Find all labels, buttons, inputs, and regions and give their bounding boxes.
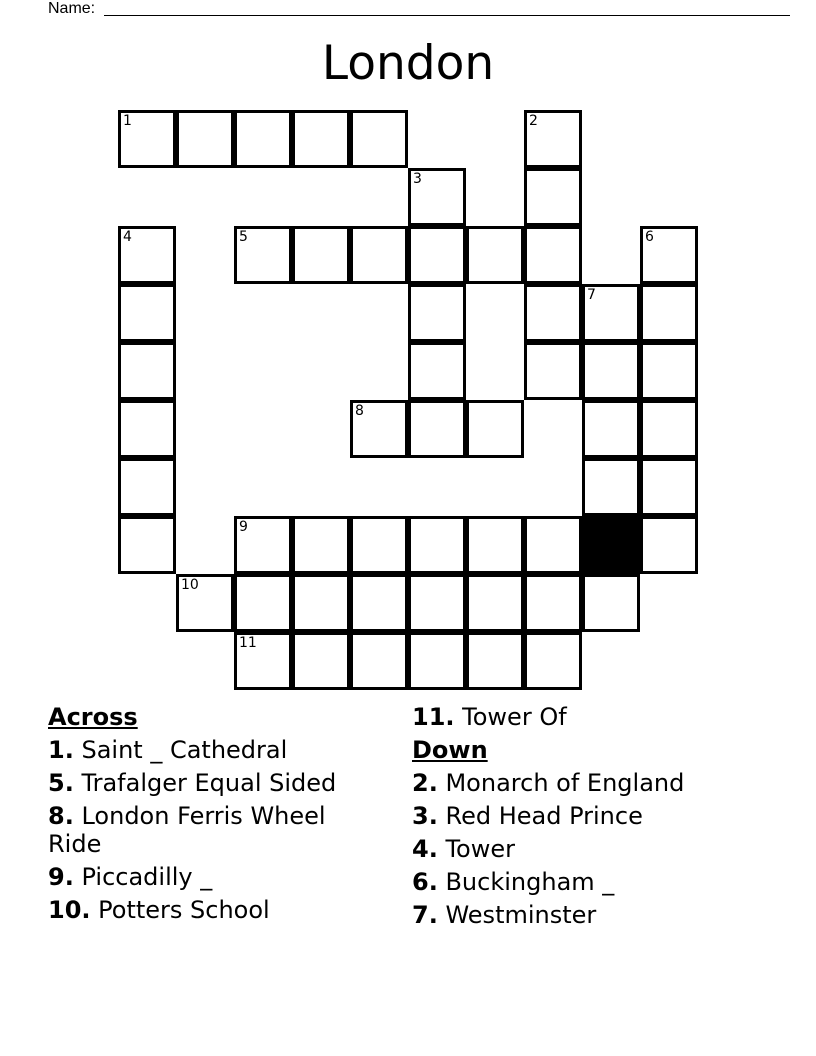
grid-cell[interactable] — [524, 284, 582, 342]
grid-cell[interactable] — [118, 284, 176, 342]
across-clue — [48, 769, 378, 797]
across-clue — [48, 896, 378, 924]
grid-cell[interactable] — [524, 342, 582, 400]
puzzle-title: London — [321, 36, 495, 91]
clue-number: 4. — [412, 835, 438, 863]
cell-number: 8 — [355, 403, 364, 419]
clue-number: 8. — [48, 802, 74, 830]
clue-text: Tower Of — [462, 703, 567, 731]
clue-number: 9. — [48, 863, 74, 891]
grid-cell[interactable] — [408, 168, 466, 226]
grid-cell[interactable] — [292, 110, 350, 168]
clue-text: Potters School — [98, 896, 270, 924]
grid-cell[interactable] — [640, 284, 698, 342]
clue-number: 7. — [412, 901, 438, 929]
grid-cell[interactable] — [292, 632, 350, 690]
grid-cell[interactable] — [640, 458, 698, 516]
clue-text: Westminster — [445, 901, 597, 929]
grid-cell[interactable] — [582, 400, 640, 458]
grid-cell[interactable] — [350, 110, 408, 168]
grid-cell[interactable] — [640, 226, 698, 284]
across-heading: Across — [48, 703, 138, 731]
down-clue — [412, 835, 752, 863]
cell-number: 1 — [123, 113, 132, 129]
grid-cell[interactable] — [292, 226, 350, 284]
grid-cell[interactable] — [582, 284, 640, 342]
grid-cell[interactable] — [466, 516, 524, 574]
clue-text: Buckingham _ — [445, 868, 615, 896]
clue-text: Tower — [445, 835, 515, 863]
black-cell — [582, 516, 640, 574]
grid-cell[interactable] — [582, 342, 640, 400]
grid-cell[interactable] — [350, 574, 408, 632]
grid-cell[interactable] — [524, 632, 582, 690]
clue-text: Trafalger Equal Sided — [81, 769, 337, 797]
grid-cell[interactable] — [350, 516, 408, 574]
grid-cell[interactable] — [408, 342, 466, 400]
grid-cell[interactable] — [582, 458, 640, 516]
grid-cell[interactable] — [118, 110, 176, 168]
grid-cell[interactable] — [234, 226, 292, 284]
clue-text: Saint _ Cathedral — [81, 736, 288, 764]
grid-cell[interactable] — [234, 632, 292, 690]
grid-cell[interactable] — [118, 226, 176, 284]
clue-number: 11. — [412, 703, 455, 731]
cell-number: 10 — [181, 577, 199, 593]
grid-cell[interactable] — [466, 574, 524, 632]
grid-cell[interactable] — [524, 168, 582, 226]
grid-cell[interactable] — [350, 226, 408, 284]
grid-cell[interactable] — [408, 632, 466, 690]
clue-number: 10. — [48, 896, 91, 924]
grid-cell[interactable] — [408, 284, 466, 342]
clue-number: 3. — [412, 802, 438, 830]
grid-cell[interactable] — [234, 574, 292, 632]
grid-cell[interactable] — [292, 516, 350, 574]
grid-cell[interactable] — [640, 516, 698, 574]
grid-cell[interactable] — [350, 400, 408, 458]
cell-number: 9 — [239, 519, 248, 535]
grid-cell[interactable] — [582, 574, 640, 632]
across-clue — [412, 703, 752, 731]
grid-cell[interactable] — [408, 574, 466, 632]
name-label: Name: — [48, 0, 96, 17]
down-heading: Down — [412, 736, 488, 764]
grid-cell[interactable] — [640, 400, 698, 458]
clue-number: 6. — [412, 868, 438, 896]
across-clue — [48, 736, 378, 764]
grid-cell[interactable] — [408, 516, 466, 574]
cell-number: 5 — [239, 229, 248, 245]
cell-number: 6 — [645, 229, 654, 245]
clue-text: Piccadilly _ — [81, 863, 213, 891]
grid-cell[interactable] — [408, 400, 466, 458]
grid-cell[interactable] — [640, 342, 698, 400]
grid-cell[interactable] — [524, 574, 582, 632]
grid-cell[interactable] — [234, 516, 292, 574]
grid-cell[interactable] — [466, 632, 524, 690]
grid-cell[interactable] — [176, 110, 234, 168]
grid-cell[interactable] — [466, 400, 524, 458]
clues-column-right — [412, 703, 752, 934]
grid-cell[interactable] — [118, 516, 176, 574]
cell-number: 2 — [529, 113, 538, 129]
grid-cell[interactable] — [292, 574, 350, 632]
cell-number: 3 — [413, 171, 422, 187]
clue-number: 5. — [48, 769, 74, 797]
grid-cell[interactable] — [350, 632, 408, 690]
clue-number: 1. — [48, 736, 74, 764]
grid-cell[interactable] — [234, 110, 292, 168]
clue-text: Red Head Prince — [445, 802, 643, 830]
clue-text: London Ferris Wheel Ride — [48, 802, 326, 858]
down-clue — [412, 802, 752, 830]
grid-cell[interactable] — [118, 458, 176, 516]
clue-text: Monarch of England — [445, 769, 685, 797]
clue-number: 2. — [412, 769, 438, 797]
grid-cell[interactable] — [118, 400, 176, 458]
grid-cell[interactable] — [524, 226, 582, 284]
clues-column-left — [48, 703, 378, 929]
across-clue — [48, 802, 378, 858]
grid-cell[interactable] — [524, 516, 582, 574]
across-clue — [48, 863, 378, 891]
cell-number: 4 — [123, 229, 132, 245]
grid-cell[interactable] — [408, 226, 466, 284]
cell-number: 7 — [587, 287, 596, 303]
down-clue — [412, 769, 752, 797]
down-clue — [412, 868, 752, 896]
grid-cell[interactable] — [176, 574, 234, 632]
down-clue — [412, 901, 752, 929]
grid-cell[interactable] — [466, 226, 524, 284]
cell-number: 11 — [239, 635, 257, 651]
grid-cell[interactable] — [118, 342, 176, 400]
grid-cell[interactable] — [524, 110, 582, 168]
